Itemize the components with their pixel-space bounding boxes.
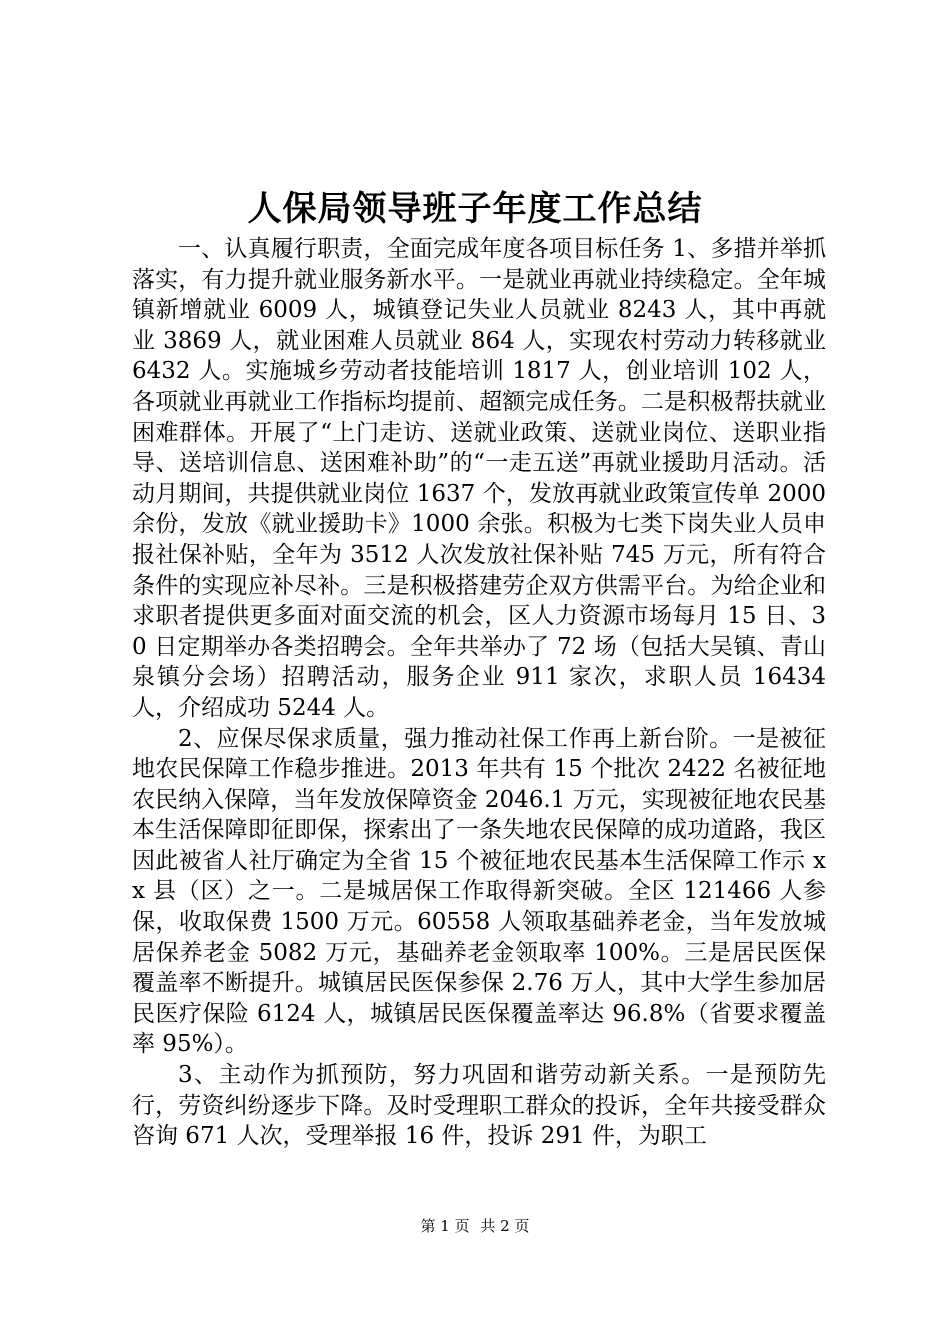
document-title: 人保局领导班子年度工作总结 [247,189,703,229]
paragraph-employment: 一、认真履行职责，全面完成年度各项目标任务 1、多措并举抓落实，有力提升就业服务新水平。一是就业再就业持续稳定。全年城镇新增就业 6009 人，城镇登记失业人员就业 8243 人，其中再就业 3869 人，就业困难人员就业 864 人，实现农村劳动力转移就业 6432 人。实施城乡劳动者技能培训 1817 人，创业培训 102 人，各项就业再就业工作指标均提前、超额完成任务。二是积极帮扶就业困难群体。开展了“上门走访、送就业政策、送就业岗位、送职业指导、送培训信息、送困难补助”的“一走五送”再就业援助月活动。活动月期间，共提供就业岗位 1637 个，发放再就业政策宣传单 2000 余份，发放《就业援助卡》1000 余张。积极为七类下岗失业人员申报社保补贴，全年为 3512 人次发放社保补贴 745 万元，所有符合条件的实现应补尽补。三是积极搭建劳企双方供需平台。为给企业和求职者提供更多面对面交流的机会，区人力资源市场每月 15 日、30 日定期举办各类招聘会。全年共举办了 72 场（包括大吴镇、青山泉镇分会场）招聘活动，服务企业 911 家次，求职人员 16434 人，介绍成功 5244 人。 [132,236,826,721]
paragraph-labor-relations: 3、主动作为抓预防，努力巩固和谐劳动新关系。一是预防先行，劳资纠纷逐步下降。及时受理职工群众的投诉，全年共接受群众咨询 671 人次，受理举报 16 件，投诉 291 件，为职工 [132,1062,826,1150]
page-number: 第 1 页 [420,1217,470,1235]
paragraph-social-security: 2、应保尽保求质量，强力推动社保工作再上新台阶。一是被征地农民保障工作稳步推进。2013 年共有 15 个批次 2422 名被征地农民纳入保障，当年发放保障资金 2046.1 万元，实现被征地农民基本生活保障即征即保，探索出了一条失地农民保障的成功道路，我区因此被省人社厅确定为全省 15 个被征地农民基本生活保障工作示 xx 县（区）之一。二是城居保工作取得新突破。全区 121466 人参保，收取保费 1500 万元。60558 人领取基础养老金，当年发放城居保养老金 5082 万元，基础养老金领取率 100%。三是居民医保覆盖率不断提升。城镇居民医保参保 2.76 万人，其中大学生参加居民医疗保险 6124 人，城镇居民医保覆盖率达 96.8%（省要求覆盖率 95%）。 [132,725,826,1058]
document-body [132,234,826,1152]
page-footer [0,1216,950,1236]
page-total: 共 2 页 [480,1217,530,1235]
